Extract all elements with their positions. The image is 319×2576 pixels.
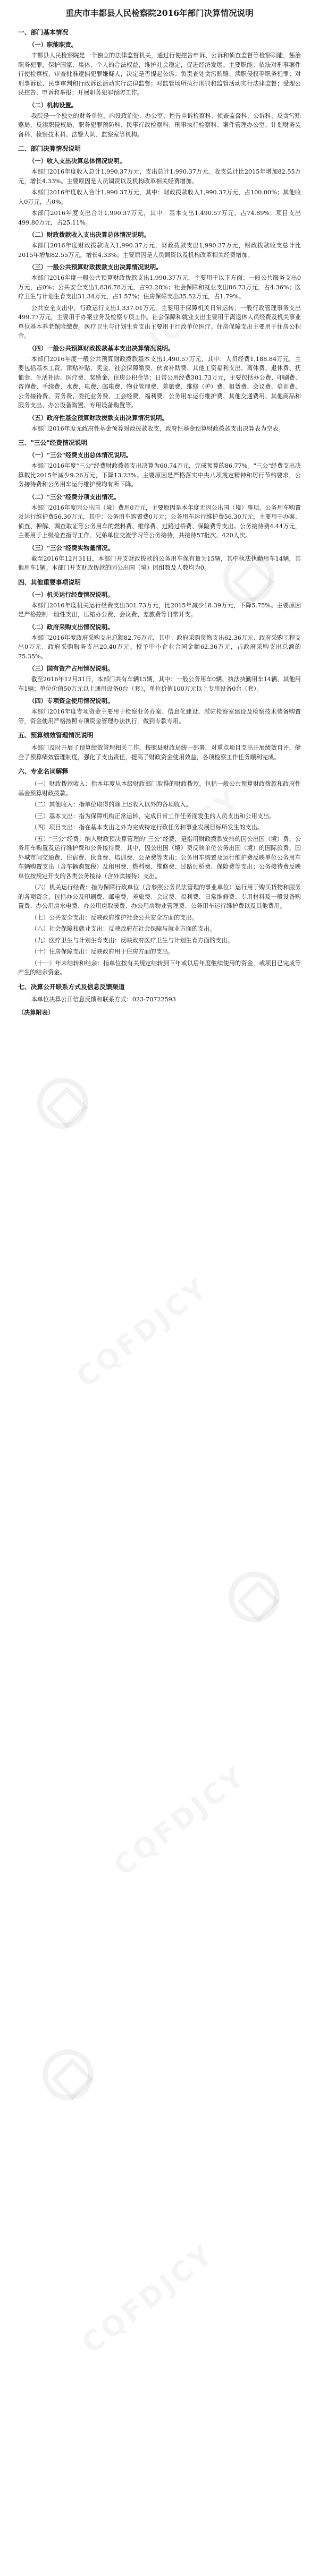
paragraph: （八）社会保障和就业支出：反映政府在社会保障与就业方面的支出。 bbox=[31, 925, 216, 932]
paragraph: （十一）年末结转和结余：指单位按有关规定结转到下年或以后年度继续使用的资金，或项目已完成等产生的结余资金。 bbox=[18, 959, 301, 976]
paragraph: 本部门2016年度一般公共预算财政拨款支出1,990.37万元，主要用于以下方面：一般公共服务支出0万元，占0%；公共安全支出1,836.78万元，占92.28%；社会保障和就业支出86.73万元，占4.36%；医疗卫生与计划生育支出31.34万元，占1.57%；住房保障支出35.52万元，占1.79%。 bbox=[18, 274, 301, 300]
paragraph: 我院是一个独立的财务单位，内设政治处、办公室、控告申诉检察科、侦查监督科、公诉科、反贪污贿赂局、反渎职侵权局、职务犯罪预防科、民事行政检察科、刑事执行检察科、案件管理办公室、计划财务装备科、检察技术科、法警大队、监察室等机构。 bbox=[18, 112, 301, 138]
paragraph: （六）机关运行经费：指为保障行政单位（含参照公务员法管理的事业单位）运行用于购买货物和服务的各项资金，包括办公及印刷费、邮电费、差旅费、会议费、福利费、日常维修费、专用材料及一般设备购置费、办公用房水电费、办公用房取暖费、办公用房物业管理费、公务用车运行维护费以及其他费用。 bbox=[18, 884, 301, 909]
paragraph: （十）住房保障支出：反映政府用于住房方面的支出。 bbox=[31, 948, 174, 955]
paragraph: 本部门2016年度机关运行经费支出301.73万元，比2015年减少18.39万元，下降5.75%。主要原因是严格控制一般性支出，压缩办公费、会议费、差旅费等日常开支。 bbox=[18, 602, 301, 618]
subsection-heading: （一）"三公"经费支出总体情况说明。 bbox=[29, 451, 132, 459]
paragraph: （三）基本支出：指为保障机构正常运转、完成日常工作任务而发生的人员支出和公用支出。 bbox=[31, 812, 275, 820]
section-heading: 四、其他重要事项说明 bbox=[18, 578, 81, 586]
paragraph: 本单位决算公开信息反馈和联系方式：023-70722593 bbox=[31, 995, 176, 1003]
subsection-heading: （五）政府性基金预算财政拨款支出决算情况说明。 bbox=[29, 414, 168, 422]
paragraph: 本部门2016年度收入合计1,990.37万元，其中：财政拨款收入1,990.37万元，占100.00%；其他收入0万元，占0%。 bbox=[18, 189, 301, 205]
watermark-emblem-icon bbox=[223, 552, 274, 603]
section-heading: 六、专业名词解释 bbox=[18, 768, 69, 775]
paragraph: 本部门2016年度支出合计1,990.37万元，其中：基本支出1,490.57万元，占74.89%；项目支出499.80万元，占25.11%。 bbox=[18, 210, 301, 226]
subsection-heading: （三）国有资产占用情况说明。 bbox=[29, 665, 114, 672]
page-title: 重庆市丰都县人民检察院2016年部门决算情况说明 bbox=[65, 8, 254, 18]
watermark-text bbox=[76, 2238, 221, 2360]
subsection-heading: （二）"三公"经费分项支出情况。 bbox=[29, 493, 120, 501]
paragraph: （二）其他收入：指单位取得的除上述收入以外的各项收入。 bbox=[31, 801, 192, 808]
paragraph: （五）"三公"经费：纳入财政预决算管理的"三公"经费，是指用财政拨款安排的因公出国（境）费、公务用车购置及运行维护费和公务接待费。其中，因公出国（境）费反映单位公务出国（境）的国际旅费、国外城市间交通费、住宿费、伙食费、培训费、公杂费等支出；公务用车购置及运行维护费反映单位公务用车车辆购置支出（含车辆购置税）及租用费、燃料费、维修费、过路过桥费、保险费等支出；公务接待费反映单位按规定开支的各类公务接待（含外宾接待）支出。 bbox=[18, 835, 301, 880]
subsection-heading: （一）收入支出决算总体情况说明。 bbox=[29, 157, 126, 165]
paragraph: （四）项目支出：指在基本支出之外为完成特定行政任务和事业发展目标所发生的支出。 bbox=[31, 824, 263, 831]
paragraph: 本部门2016年度"三公"经费财政拨款支出决算为60.74万元，完成预算的86.77%。"三公"经费支出决算数比2015年减少9.26万元，下降13.23%。主要原因是严格落实中央八项规定精神和厉行节约要求，公务接待费和公务用车运行维护费均有所下降。 bbox=[18, 462, 301, 488]
paragraph: 本部门2016年度财政拨款收入1,990.37万元，财政拨款支出1,990.37万元，财政拨款收支总计比2015年增加82.55万元，增长4.33%。主要原因是人员调资以及机构改革相关经费增加。 bbox=[18, 242, 301, 259]
subsection-heading: （二）政府采购支出情况说明。 bbox=[29, 623, 114, 631]
paragraph: 丰都县人民检察院是一个独立的法律监督机关，通过行使控告申诉、公诉和侦查监督等检察职能，惩治职务犯罪，保护国家、集体、个人的合法权益，维护社会稳定，促进经济发展。主要职能：依法对刑事案件行使检察权，审查批准逮捕犯罪嫌疑人，决定是否提起公诉；负责查处贪污贿赂、渎职侵权等职务犯罪；对刑事诉讼、民事审判和行政诉讼活动实行法律监督；对监管场所执行刑罚和监管活动实行法律监督；受理公民控告、申诉和举报；开展职务犯罪预防工作。 bbox=[18, 52, 301, 96]
paragraph: 本部门及时开展了预算绩效管理相关工作，按照县财政局统一部署，对重点项目支出开展绩效自评，健全了预算绩效管理制度，强化了支出责任，提高了财政资金使用效益，各项检察工作任务顺利完成。 bbox=[18, 744, 301, 761]
section-heading: 五、预算绩效管理情况说明 bbox=[18, 732, 94, 739]
paragraph: 本部门2016年度收入总计1,990.37万元，支出总计1,990.37万元。收支总计比2015年增加82.55万元，增长4.33%。主要原因是人员调资以及机构改革相关经费增加。 bbox=[18, 168, 301, 185]
paragraph: 本部门2016年度无政府性基金预算财政拨款收支，政府性基金预算财政拨款支出决算表为空表。 bbox=[31, 425, 284, 432]
paragraph: 截至2016年12月31日，本部门共有车辆15辆，其中：一般公务用车0辆、执法执勤用车14辆、其他用车1辆；单位价值50万元以上通用设备0台（套），单位价值100万元以上专用设备0台（套）。 bbox=[18, 676, 301, 692]
paragraph: 本部门2016年度因公出国（境）费用0万元，主要原因是本年度无因公出国（境）事项。公务用车购置及运行维护费56.30万元，其中：公务用车购置费0万元；公务用车运行维护费56.30万元，主要用于办案、侦查、押解、调查取证等公务用车的燃料费、维修费、过路过桥费、保险费等支出。公务接待费4.44万元，主要用于上级检查指导工作、兄弟单位交流学习等公务接待，共接待57批次、420人次。 bbox=[18, 504, 301, 539]
subsection-heading: （三）一般公共预算财政拨款支出决算情况说明。 bbox=[29, 263, 162, 271]
subsection-heading: （一）机关运行经费情况说明。 bbox=[29, 590, 114, 598]
subsection-heading: （二）财政拨款收入支出决算总体情况说明。 bbox=[29, 231, 150, 238]
watermark-text bbox=[108, 1760, 253, 1883]
watermark-emblem-icon bbox=[43, 2049, 94, 2100]
paragraph: （九）医疗卫生与计划生育支出：反映政府医疗卫生与计划生育方面的支出。 bbox=[31, 937, 234, 944]
paragraph: 公共安全支出中，行政运行支出1,337.01万元，主要用于保障机关日常运转；一般行政管理事务支出499.77万元，主要用于办案业务及检察专项工作。社会保障和就业支出主要用于离退休人员经费及机关事业单位基本养老保险缴费。医疗卫生与计划生育支出主要用于行政单位医疗。住房保障支出主要用于住房公积金。 bbox=[18, 304, 301, 339]
paragraph: 截至2016年12月31日，本部门开支财政拨款的公务用车保有量为15辆，其中执法执勤用车14辆，其他用车1辆。本部门开支财政拨款的因公出国（境）团组数及人数均为0。 bbox=[18, 555, 301, 571]
section-heading: 三、"三公"经费情况说明 bbox=[18, 439, 88, 446]
subsection-heading: （二）机构设置。 bbox=[29, 101, 78, 109]
paragraph: 本部门2016年度专项资金主要用于检察业务办案、信息化建设、派驻检察室建设及检察技术装备购置等，资金使用严格按照专项资金管理办法执行，做到专款专用。 bbox=[18, 708, 301, 725]
paragraph: 本部门2016年度政府采购支出总额82.76万元，其中：政府采购货物支出62.36万元、政府采购工程支出0万元、政府采购服务支出20.40万元。授予中小企业合同金额62.36万元，占政府采购支出总额的75.35%。 bbox=[18, 634, 301, 660]
subsection-heading: （一）职能职责。 bbox=[29, 41, 78, 48]
section-heading: 二、部门决算情况说明 bbox=[18, 145, 81, 152]
attachment-note: （决算附表） bbox=[18, 1009, 54, 1016]
subsection-heading: （四）一般公共预算财政拨款基本支出决算情况说明。 bbox=[29, 344, 174, 352]
section-heading: 七、决算公开联系方式及信息反馈渠道 bbox=[18, 983, 125, 991]
watermark-emblem-icon bbox=[229, 1572, 280, 1622]
paragraph: 本部门2016年度一般公共预算财政拨款基本支出1,490.57万元，其中：人员经费1,188.84万元，主要包括基本工资、津贴补贴、奖金、社会保障缴费、伙食补助费、其他工资福利支出、离休费、退休费、抚恤金、生活补助、医疗费、奖励金、住房公积金等；日常公用经费301.73万元，主要包括办公费、印刷费、咨询费、手续费、水费、电费、邮电费、物业管理费、差旅费、维修（护）费、租赁费、会议费、培训费、公务接待费、劳务费、委托业务费、工会经费、福利费、公务用车运行维护费、其他交通费用、其他商品和服务支出、办公设备购置、专用设备购置等。 bbox=[18, 355, 301, 409]
subsection-heading: （四）专项资金使用情况说明。 bbox=[29, 697, 114, 705]
subsection-heading: （三）"三公"经费实物量情况。 bbox=[29, 544, 114, 552]
paragraph: （一）财政拨款收入：指本年度从本级财政部门取得的财政拨款，包括一般公共预算财政拨款和政府性基金预算财政拨款。 bbox=[18, 780, 301, 797]
watermark-text bbox=[71, 1272, 215, 1394]
watermark-emblem-icon bbox=[37, 1078, 88, 1129]
paragraph: （七）公共安全支出：反映政府维护社会公共安全方面的支出。 bbox=[31, 914, 198, 921]
section-heading: 一、部门基本情况 bbox=[18, 29, 69, 36]
